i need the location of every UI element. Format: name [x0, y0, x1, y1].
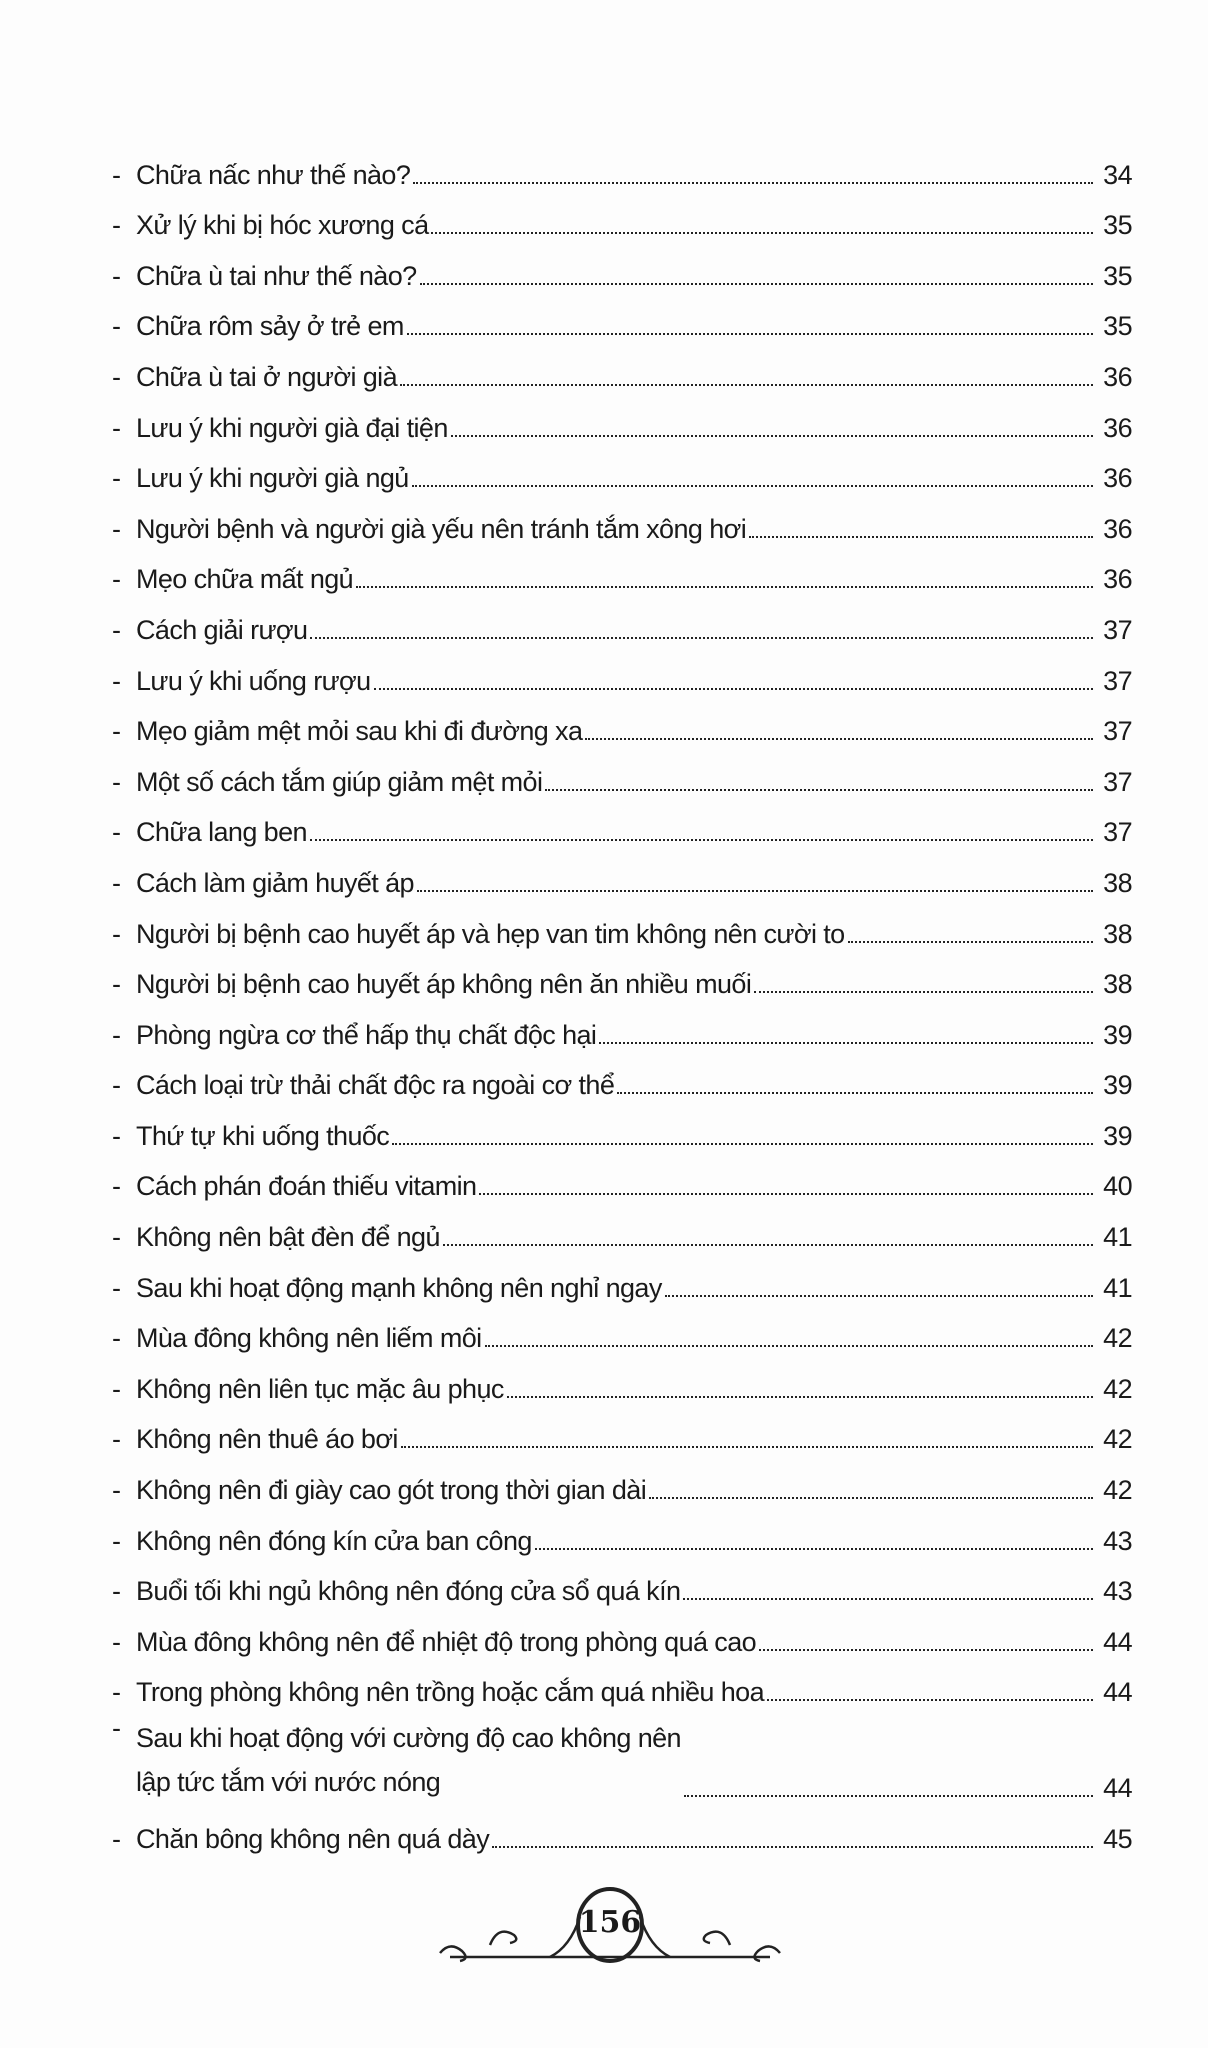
entry-page-number: 36: [1103, 513, 1132, 544]
entry-title: Lưu ý khi người già ngủ: [136, 463, 409, 494]
entry-page-number: 36: [1103, 412, 1132, 443]
entry-title: Không nên bật đèn để ngủ: [136, 1222, 440, 1253]
entry-title: Lưu ý khi người già đại tiện: [136, 412, 448, 443]
entry-dash: -: [112, 817, 121, 848]
toc-entry: [112, 494, 1132, 545]
entry-title: Buổi tối khi ngủ không nên đóng cửa sổ quá kín: [136, 1576, 681, 1607]
dot-leader: [356, 586, 1093, 588]
toc-entry: [112, 848, 1132, 899]
entry-page-number: 43: [1103, 1525, 1132, 1556]
toc-entry: [112, 140, 1132, 191]
toc-entry: [112, 1557, 1132, 1608]
entry-title: Không nên đóng kín cửa ban công: [136, 1525, 532, 1556]
entry-page-number: 39: [1103, 1120, 1132, 1151]
page-number-ornament: [420, 1885, 800, 1975]
dot-leader: [392, 1143, 1093, 1145]
entry-title: Xử lý khi bị hóc xương cá: [136, 210, 429, 241]
entry-dash: -: [112, 614, 121, 645]
dot-leader: [420, 283, 1093, 285]
toc-entry: [112, 1304, 1132, 1355]
entry-title: Không nên thuê áo bơi: [136, 1424, 398, 1455]
dot-leader: [485, 1345, 1093, 1347]
toc-entry: [112, 646, 1132, 697]
entry-title: Chữa nấc như thế nào?: [136, 159, 411, 190]
toc-entry: [112, 1101, 1132, 1152]
dot-leader: [451, 435, 1093, 437]
toc-entry: [112, 1202, 1132, 1253]
entry-page-number: 39: [1103, 1070, 1132, 1101]
entry-title: Một số cách tắm giúp giảm mệt mỏi: [136, 766, 543, 797]
entry-dash: -: [112, 1222, 121, 1253]
dot-leader: [649, 1497, 1093, 1499]
entry-title: Chữa ù tai như thế nào?: [136, 260, 417, 291]
entry-title: Cách loại trừ thải chất độc ra ngoài cơ thể: [136, 1070, 615, 1101]
entry-page-number: 35: [1103, 311, 1132, 342]
entry-page-number: 36: [1103, 564, 1132, 595]
dot-leader: [310, 637, 1093, 639]
dot-leader: [683, 1598, 1093, 1600]
dot-leader: [310, 839, 1093, 841]
entry-dash: -: [112, 918, 121, 949]
entry-page-number: 38: [1103, 867, 1132, 898]
toc-entry: [112, 1455, 1132, 1506]
dot-leader: [413, 182, 1093, 184]
entry-dash: -: [112, 159, 121, 190]
entry-title: Mùa đông không nên để nhiệt độ trong phòng quá cao: [136, 1626, 757, 1657]
entry-title: Sau khi hoạt động với cường độ cao không nên: [136, 1723, 681, 1754]
entry-page-number: 37: [1103, 716, 1132, 747]
dot-leader: [754, 991, 1093, 993]
entry-dash: -: [112, 564, 121, 595]
entry-dash: -: [112, 513, 121, 544]
entry-page-number: 36: [1103, 361, 1132, 392]
entry-title: Chữa ù tai ở người già: [136, 361, 397, 392]
dot-leader: [759, 1649, 1093, 1651]
toc-entry: [112, 1658, 1132, 1709]
entry-title: Lưu ý khi uống rượu: [136, 665, 371, 696]
toc-entry: [112, 697, 1132, 748]
entry-dash: -: [112, 1525, 121, 1556]
toc-entry: [112, 747, 1132, 798]
entry-title: Người bệnh và người già yếu nên tránh tắm xông hơi: [136, 513, 747, 544]
entry-page-number: 37: [1103, 614, 1132, 645]
entry-title-lines: [136, 1716, 681, 1804]
dot-leader: [749, 536, 1093, 538]
entry-dash: -: [112, 361, 121, 392]
entry-dash: -: [112, 665, 121, 696]
entry-dash: -: [112, 210, 121, 241]
entry-page-number: 42: [1103, 1323, 1132, 1354]
dot-leader: [545, 789, 1093, 791]
dot-leader: [400, 384, 1093, 386]
entry-title: Chữa lang ben: [136, 817, 307, 848]
entry-title: Thứ tự khi uống thuốc: [136, 1120, 390, 1151]
dot-leader: [665, 1295, 1093, 1297]
entry-dash: -: [112, 1576, 121, 1607]
entry-dash: -: [112, 716, 121, 747]
entry-page-number: 40: [1103, 1171, 1132, 1202]
entry-page-number: 35: [1103, 210, 1132, 241]
entry-title: Mẹo giảm mệt mỏi sau khi đi đường xa: [136, 716, 583, 747]
entry-dash: -: [112, 1070, 121, 1101]
entry-page-number: 43: [1103, 1576, 1132, 1607]
entry-title: Trong phòng không nên trồng hoặc cắm quá nhiều hoa: [136, 1677, 764, 1708]
toc-entry: [112, 241, 1132, 292]
dot-leader: [492, 1846, 1093, 1848]
entry-dash: -: [112, 1424, 121, 1455]
entry-page-number: 44: [1103, 1677, 1132, 1708]
dot-leader: [479, 1193, 1093, 1195]
entry-title: Không nên đi giày cao gót trong thời gian dài: [136, 1475, 647, 1506]
entry-title: Chăn bông không nên quá dày: [136, 1824, 490, 1854]
entry-page-number: 42: [1103, 1424, 1132, 1455]
entry-dash: -: [112, 1373, 121, 1404]
dot-leader: [848, 941, 1093, 943]
dot-leader: [374, 688, 1093, 690]
toc-entry: [112, 1607, 1132, 1658]
entry-page-number: 38: [1103, 969, 1132, 1000]
entry-page-number: 41: [1103, 1272, 1132, 1303]
dot-leader: [407, 333, 1093, 335]
toc-entry: [112, 1804, 1132, 1855]
table-of-contents: [112, 140, 1132, 1855]
entry-title: Chữa rôm sảy ở trẻ em: [136, 311, 404, 342]
entry-title: Không nên liên tục mặc âu phục: [136, 1373, 504, 1404]
dot-leader: [585, 738, 1093, 740]
entry-page-number: 44: [1103, 1626, 1132, 1657]
entry-dash: -: [112, 969, 121, 1000]
dot-leader: [431, 232, 1093, 234]
toc-entry: [112, 342, 1132, 393]
entry-title: Người bị bệnh cao huyết áp không nên ăn nhiều muối: [136, 969, 752, 1000]
entry-dash: -: [112, 260, 121, 291]
page-number: 156: [578, 1905, 642, 1940]
entry-page-number: 41: [1103, 1222, 1132, 1253]
entry-dash: -: [112, 1713, 121, 1744]
dot-leader: [443, 1244, 1093, 1246]
entry-dash: -: [112, 1120, 121, 1151]
toc-entry: [112, 595, 1132, 646]
entry-dash: -: [112, 412, 121, 443]
entry-title: Người bị bệnh cao huyết áp và hẹp van tim không nên cười to: [136, 918, 845, 949]
entry-dash: -: [112, 463, 121, 494]
toc-entry: [112, 1708, 1132, 1804]
entry-dash: -: [112, 1677, 121, 1708]
entry-page-number: 37: [1103, 665, 1132, 696]
toc-entry: [112, 191, 1132, 242]
toc-entry: [112, 292, 1132, 343]
entry-title: Cách làm giảm huyết áp: [136, 867, 414, 898]
entry-page-number: 42: [1103, 1373, 1132, 1404]
entry-page-number: 37: [1103, 817, 1132, 848]
entry-title: Phòng ngừa cơ thể hấp thụ chất độc hại: [136, 1019, 597, 1050]
dot-leader: [417, 890, 1093, 892]
dot-leader: [412, 485, 1093, 487]
entry-page-number: 39: [1103, 1019, 1132, 1050]
entry-dash: -: [112, 1272, 121, 1303]
dot-leader: [617, 1092, 1093, 1094]
dot-leader: [535, 1548, 1093, 1550]
entry-dash: -: [112, 1323, 121, 1354]
entry-page-number: 42: [1103, 1475, 1132, 1506]
entry-page-number: 44: [1103, 1773, 1132, 1804]
entry-dash: -: [112, 1475, 121, 1506]
entry-page-number: 45: [1103, 1824, 1132, 1854]
entry-page-number: 34: [1103, 159, 1132, 190]
toc-entry: [112, 1000, 1132, 1051]
entry-page-number: 37: [1103, 766, 1132, 797]
toc-entry: [112, 1354, 1132, 1405]
entry-dash: -: [112, 1171, 121, 1202]
dot-leader: [767, 1699, 1093, 1701]
entry-page-number: 35: [1103, 260, 1132, 291]
toc-entry: [112, 444, 1132, 495]
toc-entry: [112, 545, 1132, 596]
toc-entry: [112, 393, 1132, 444]
toc-entry: [112, 1051, 1132, 1102]
toc-entry: [112, 1506, 1132, 1557]
entry-page-number: 38: [1103, 918, 1132, 949]
dot-leader: [684, 1795, 1093, 1797]
entry-dash: -: [112, 867, 121, 898]
toc-entry: [112, 798, 1132, 849]
entry-page-number: 36: [1103, 463, 1132, 494]
toc-entry: [112, 899, 1132, 950]
toc-entry: [112, 1405, 1132, 1456]
entry-dash: -: [112, 1626, 121, 1657]
entry-dash: -: [112, 311, 121, 342]
entry-title: Mẹo chữa mất ngủ: [136, 564, 354, 595]
toc-entry: [112, 1253, 1132, 1304]
toc-entry: [112, 1152, 1132, 1203]
dot-leader: [507, 1396, 1093, 1398]
toc-entry: [112, 950, 1132, 1001]
dot-leader: [401, 1446, 1093, 1448]
entry-title-continued: lập tức tắm với nước nóng: [136, 1767, 441, 1798]
entry-title: Cách phán đoán thiếu vitamin: [136, 1171, 477, 1202]
dot-leader: [599, 1042, 1093, 1044]
entry-dash: -: [112, 1824, 121, 1854]
entry-title: Mùa đông không nên liếm môi: [136, 1323, 482, 1354]
entry-title: Cách giải rượu: [136, 614, 308, 645]
entry-dash: -: [112, 766, 121, 797]
entry-title: Sau khi hoạt động mạnh không nên nghỉ ngay: [136, 1272, 662, 1303]
entry-dash: -: [112, 1019, 121, 1050]
